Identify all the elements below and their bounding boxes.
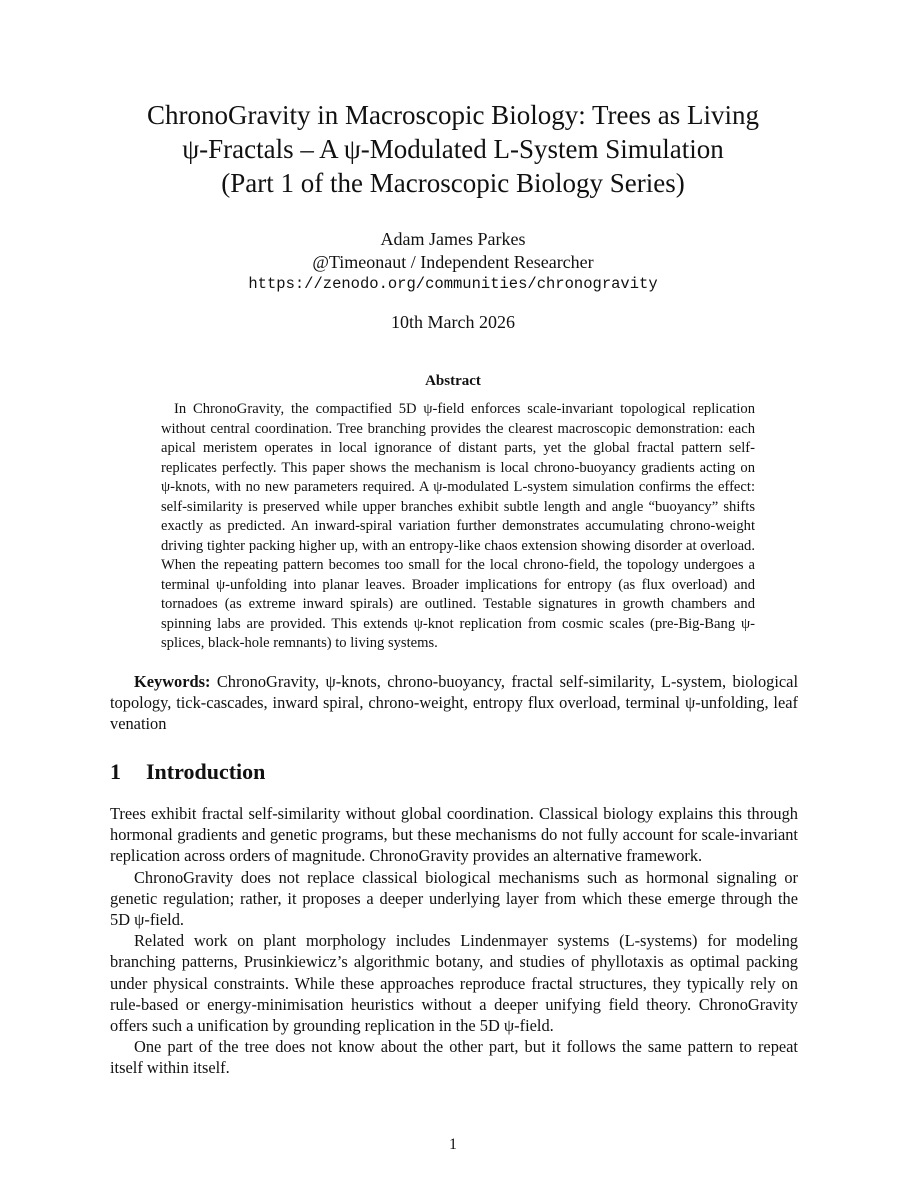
- paragraph: One part of the tree does not know about the other part, but it follows the same pattern to repeat itself within itself.: [110, 1037, 798, 1078]
- section-title: Introduction: [146, 759, 266, 784]
- author-affiliation: @Timeonaut / Independent Researcher: [312, 251, 594, 272]
- keywords-text: ChronoGravity, ψ-knots, chrono-buoyancy, fractal self-similarity, L-system, biological topology, tick-cascades, inward spiral, chrono-weight, entropy flux overload, terminal ψ-unfolding, leaf venation: [110, 672, 798, 733]
- abstract-text: In ChronoGravity, the compactified 5D ψ-field enforces scale-invariant topological replication without central coordination. Tree branching provides the clearest macroscopic demonstration: each apical meristem operates in local ignorance of distant parts, yet the global fractal pattern self-replicates perfectly. This paper shows the mechanism is local chrono-buoyancy gradients acting on ψ-knots, with no new parameters required. A ψ-modulated L-system simulation confirms the effect: self-similarity is preserved while upper branches exhibit subtle length and angle “buoyancy” shifts exactly as predicted. An inward-spiral variation further demonstrates accumulating chrono-weight driving tighter packing higher up, with an entropy-like chaos extension showing disorder at overload. When the repeating pattern becomes too small for the local chrono-field, the topology undergoes a terminal ψ-unfolding into planar leaves. Broader implications for entropy (as flux overload) and tornadoes (as extreme inward spirals) are outlined. Testable signatures in growth chambers and spinning labs are provided. This extends ψ-knot replication from cosmic scales (pre-Big-Bang ψ-splices, black-hole remnants) to living systems.: [161, 401, 755, 651]
- keywords-label: Keywords:: [134, 672, 211, 691]
- author-url[interactable]: https://zenodo.org/communities/chronogravity: [248, 275, 658, 293]
- paragraph: Related work on plant morphology includes Lindenmayer systems (L-systems) for modeling branching patterns, Prusinkiewicz’s algorithmic botany, and studies of phyllotaxis as optimal packing under physical constraints. While these approaches reproduce fractal structures, they typically rely on rule-based or energy-minimisation heuristics without a deeper unifying field theory. ChronoGravity offers such a unification by grounding replication in the 5D ψ-field.: [110, 931, 798, 1036]
- section-number: 1: [110, 759, 121, 784]
- paragraph: ChronoGravity does not replace classical biological mechanisms such as hormonal signaling or genetic regulation; rather, it proposes a deeper underlying layer from which these emerge through the 5D ψ-field.: [110, 867, 798, 930]
- title-line-3: (Part 1 of the Macroscopic Biology Series): [221, 168, 685, 198]
- title-line-1: ChronoGravity in Macroscopic Biology: Trees as Living: [147, 100, 759, 130]
- author-block: [110, 228, 796, 296]
- paper-title: [110, 98, 796, 200]
- keywords: [110, 671, 798, 734]
- section-heading: [110, 759, 265, 785]
- section-body: [110, 803, 798, 1079]
- abstract-heading: Abstract: [425, 373, 481, 389]
- page-number: 1: [449, 1136, 457, 1153]
- title-line-2: ψ-Fractals – A ψ-Modulated L-System Simulation: [182, 134, 724, 164]
- publication-date: 10th March 2026: [391, 312, 515, 332]
- paragraph: Trees exhibit fractal self-similarity without global coordination. Classical biology explains this through hormonal gradients and genetic programs, but these mechanisms do not fully account for scale-invariant replication across orders of magnitude. ChronoGravity provides an alternative framework.: [110, 804, 798, 866]
- author-name: Adam James Parkes: [380, 229, 526, 249]
